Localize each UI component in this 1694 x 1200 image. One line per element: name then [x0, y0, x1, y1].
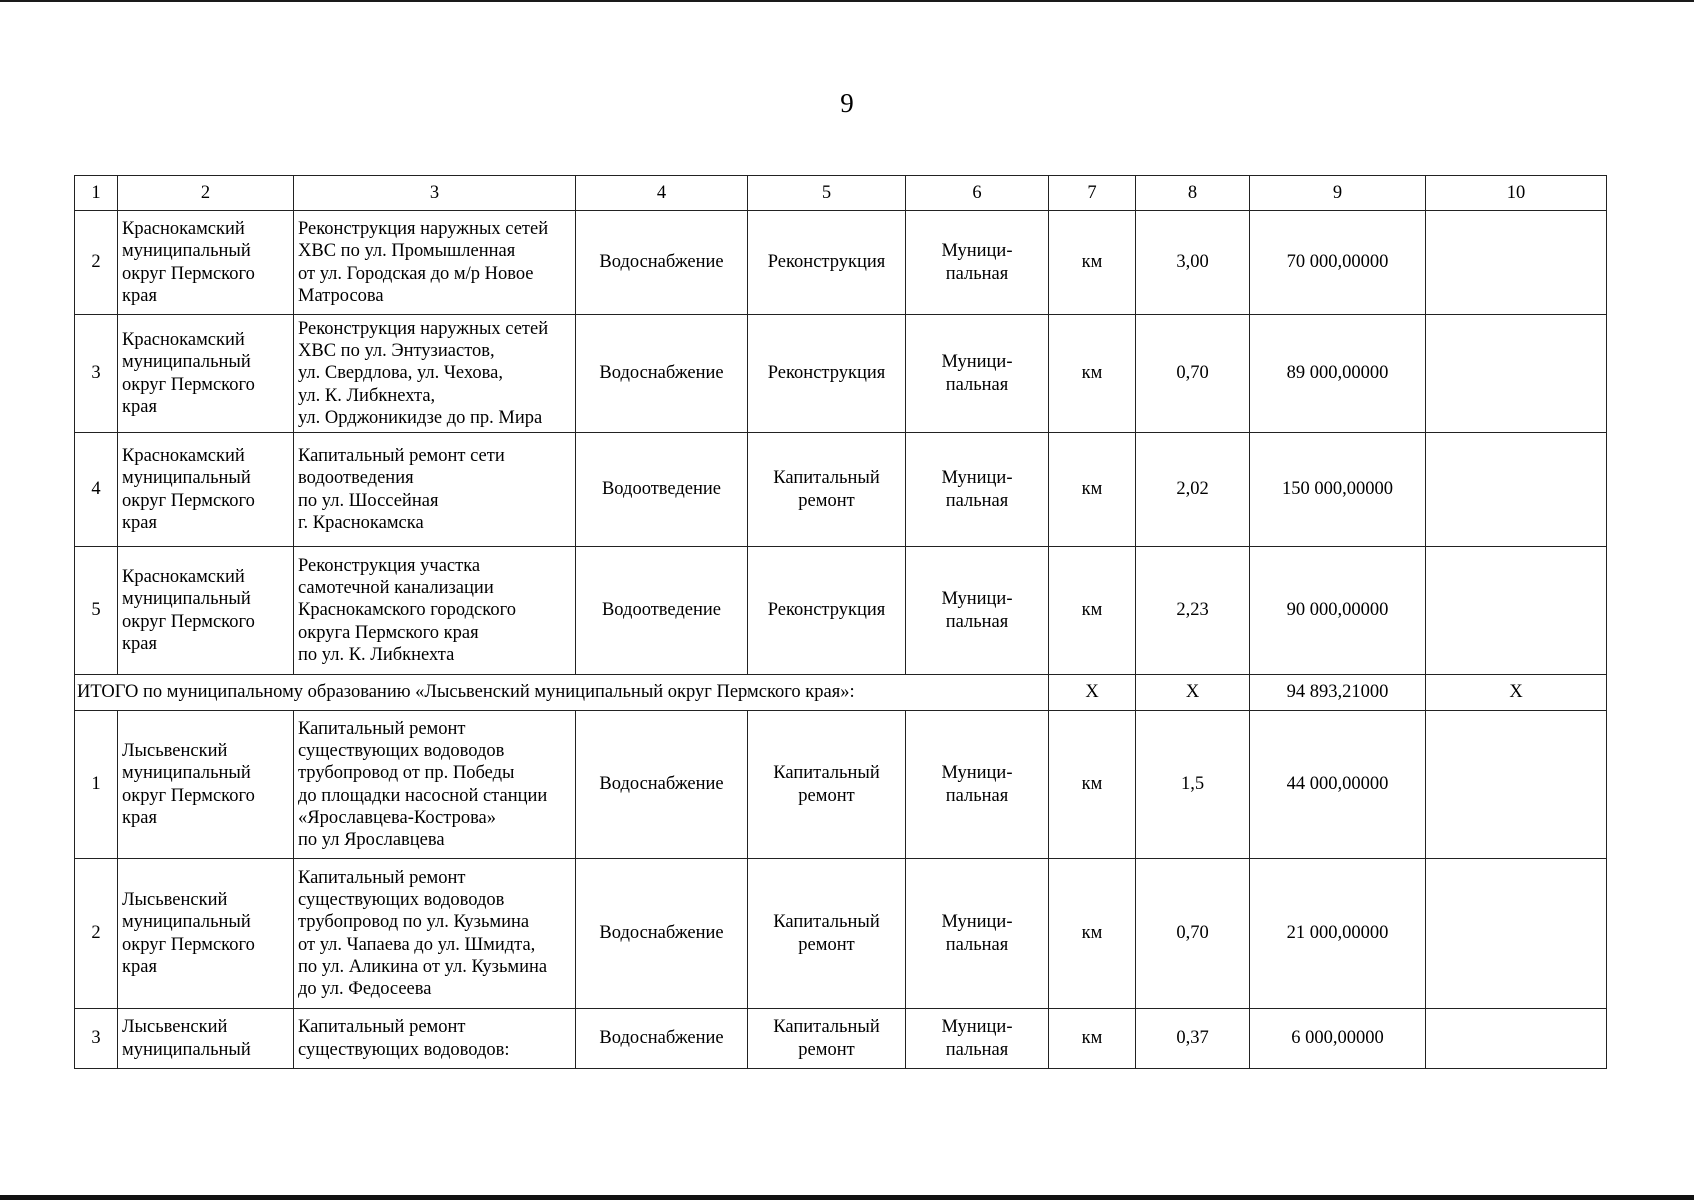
table-row	[75, 211, 1607, 315]
object-cell: Реконструкция участка самотечной канализации Краснокамского городского округа Пермского края по ул. К. Либкнехта	[294, 547, 576, 675]
amount-cell: 0,70	[1136, 315, 1250, 433]
work-type-cell: Капитальный ремонт	[748, 711, 906, 859]
cost-cell: 90 000,00000	[1250, 547, 1426, 675]
column-header: 7	[1049, 176, 1136, 211]
object-cell: Капитальный ремонт существующих водоводов трубопровод по ул. Кузьмина от ул. Чапаева до ул. Шмидта, по ул. Аликина от ул. Кузьмина до ул. Федосеева	[294, 859, 576, 1009]
column-number-row	[75, 176, 1607, 211]
table-row	[75, 315, 1607, 433]
total-col10: X	[1426, 675, 1607, 711]
note-cell	[1426, 315, 1607, 433]
table-row	[75, 859, 1607, 1009]
unit-cell: км	[1049, 1009, 1136, 1069]
municipality-cell: Краснокамский муниципальный округ Пермского края	[118, 547, 294, 675]
ownership-cell: Муници- пальная	[906, 547, 1049, 675]
row-number: 1	[75, 711, 118, 859]
column-header: 2	[118, 176, 294, 211]
note-cell	[1426, 859, 1607, 1009]
page-number: 9	[840, 88, 854, 118]
cost-cell: 150 000,00000	[1250, 433, 1426, 547]
ownership-cell: Муници- пальная	[906, 433, 1049, 547]
note-cell	[1426, 547, 1607, 675]
projects-table	[74, 175, 1607, 1069]
municipality-cell: Краснокамский муниципальный округ Пермского края	[118, 315, 294, 433]
work-type-cell: Капитальный ремонт	[748, 1009, 906, 1069]
ownership-cell: Муници- пальная	[906, 859, 1049, 1009]
total-col7: X	[1049, 675, 1136, 711]
resource-type-cell: Водоснабжение	[576, 859, 748, 1009]
column-header: 6	[906, 176, 1049, 211]
table-row	[75, 547, 1607, 675]
municipality-cell: Лысьвенский муниципальный	[118, 1009, 294, 1069]
table-row	[75, 1009, 1607, 1069]
column-header: 3	[294, 176, 576, 211]
ownership-cell: Муници- пальная	[906, 315, 1049, 433]
ownership-cell: Муници- пальная	[906, 1009, 1049, 1069]
amount-cell: 0,37	[1136, 1009, 1250, 1069]
total-row	[75, 675, 1607, 711]
amount-cell: 2,02	[1136, 433, 1250, 547]
amount-cell: 2,23	[1136, 547, 1250, 675]
work-type-cell: Капитальный ремонт	[748, 433, 906, 547]
work-type-cell: Капитальный ремонт	[748, 859, 906, 1009]
resource-type-cell: Водоснабжение	[576, 315, 748, 433]
column-header: 10	[1426, 176, 1607, 211]
row-number: 3	[75, 315, 118, 433]
unit-cell: км	[1049, 211, 1136, 315]
cost-cell: 21 000,00000	[1250, 859, 1426, 1009]
row-number: 3	[75, 1009, 118, 1069]
object-cell: Капитальный ремонт существующих водоводов:	[294, 1009, 576, 1069]
scan-edge-bottom	[0, 1195, 1694, 1200]
cost-cell: 6 000,00000	[1250, 1009, 1426, 1069]
note-cell	[1426, 711, 1607, 859]
table-row	[75, 711, 1607, 859]
total-col8: X	[1136, 675, 1250, 711]
note-cell	[1426, 433, 1607, 547]
column-header: 4	[576, 176, 748, 211]
table-body	[75, 176, 1607, 1069]
cost-cell: 44 000,00000	[1250, 711, 1426, 859]
row-number: 2	[75, 859, 118, 1009]
column-header: 8	[1136, 176, 1250, 211]
unit-cell: км	[1049, 547, 1136, 675]
row-number: 5	[75, 547, 118, 675]
amount-cell: 3,00	[1136, 211, 1250, 315]
resource-type-cell: Водоснабжение	[576, 211, 748, 315]
amount-cell: 0,70	[1136, 859, 1250, 1009]
resource-type-cell: Водоотведение	[576, 433, 748, 547]
cost-cell: 70 000,00000	[1250, 211, 1426, 315]
scan-edge-top	[0, 0, 1694, 2]
column-header: 1	[75, 176, 118, 211]
ownership-cell: Муници- пальная	[906, 711, 1049, 859]
table-row	[75, 433, 1607, 547]
row-number: 4	[75, 433, 118, 547]
object-cell: Реконструкция наружных сетей ХВС по ул. Промышленная от ул. Городская до м/р Новое Матросова	[294, 211, 576, 315]
municipality-cell: Лысьвенский муниципальный округ Пермского края	[118, 859, 294, 1009]
work-type-cell: Реконструкция	[748, 211, 906, 315]
resource-type-cell: Водоснабжение	[576, 711, 748, 859]
resource-type-cell: Водоснабжение	[576, 1009, 748, 1069]
total-cost: 94 893,21000	[1250, 675, 1426, 711]
column-header: 5	[748, 176, 906, 211]
municipality-cell: Краснокамский муниципальный округ Пермского края	[118, 211, 294, 315]
ownership-cell: Муници- пальная	[906, 211, 1049, 315]
resource-type-cell: Водоотведение	[576, 547, 748, 675]
row-number: 2	[75, 211, 118, 315]
object-cell: Капитальный ремонт существующих водоводов трубопровод от пр. Победы до площадки насосной станции «Ярославцева-Кострова» по ул Ярославцева	[294, 711, 576, 859]
cost-cell: 89 000,00000	[1250, 315, 1426, 433]
unit-cell: км	[1049, 433, 1136, 547]
unit-cell: км	[1049, 859, 1136, 1009]
object-cell: Капитальный ремонт сети водоотведения по ул. Шоссейная г. Краснокамска	[294, 433, 576, 547]
municipality-cell: Краснокамский муниципальный округ Пермского края	[118, 433, 294, 547]
amount-cell: 1,5	[1136, 711, 1250, 859]
work-type-cell: Реконструкция	[748, 547, 906, 675]
municipality-cell: Лысьвенский муниципальный округ Пермского края	[118, 711, 294, 859]
unit-cell: км	[1049, 315, 1136, 433]
total-label: ИТОГО по муниципальному образованию «Лысьвенский муниципальный округ Пермского края»:	[75, 675, 1049, 711]
note-cell	[1426, 211, 1607, 315]
note-cell	[1426, 1009, 1607, 1069]
column-header: 9	[1250, 176, 1426, 211]
unit-cell: км	[1049, 711, 1136, 859]
object-cell: Реконструкция наружных сетей ХВС по ул. Энтузиастов, ул. Свердлова, ул. Чехова, ул. К. Либкнехта, ул. Орджоникидзе до пр. Мира	[294, 315, 576, 433]
work-type-cell: Реконструкция	[748, 315, 906, 433]
